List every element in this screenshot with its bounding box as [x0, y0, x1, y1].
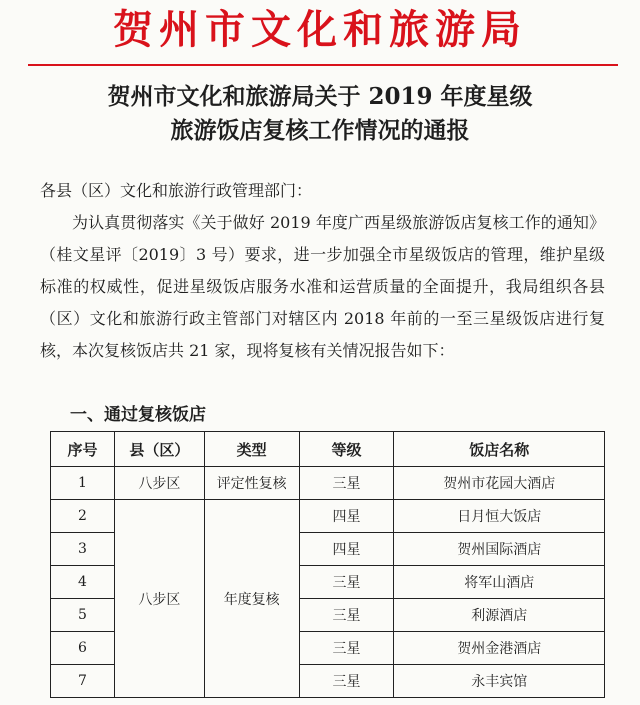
cell-no: 1 — [51, 467, 115, 500]
header-county: 县（区） — [114, 432, 204, 467]
cell-no: 7 — [51, 665, 115, 698]
cell-hotel-name: 贺州国际酒店 — [394, 533, 605, 566]
cell-no: 5 — [51, 599, 115, 632]
document-title-line-2: 旅游饭店复核工作情况的通报 — [170, 117, 470, 144]
cell-no: 3 — [51, 533, 115, 566]
masthead: 贺州市文化和旅游局 — [113, 7, 527, 53]
header-type: 类型 — [204, 432, 299, 467]
hotel-table — [50, 431, 605, 698]
cell-level: 四星 — [299, 500, 394, 533]
cell-level: 三星 — [299, 665, 394, 698]
document-title — [0, 80, 640, 148]
table-row — [51, 467, 605, 500]
cell-type: 评定性复核 — [204, 467, 299, 500]
cell-hotel-name: 贺州金港酒店 — [394, 632, 605, 665]
document-title-line-1: 贺州市文化和旅游局关于 2019 年度星级 — [107, 83, 533, 110]
cell-county-merged: 八步区 — [114, 500, 204, 698]
cell-level: 四星 — [299, 533, 394, 566]
cell-hotel-name: 永丰宾馆 — [394, 665, 605, 698]
cell-no: 4 — [51, 566, 115, 599]
cell-level: 三星 — [299, 467, 394, 500]
cell-level: 三星 — [299, 599, 394, 632]
red-divider-line — [28, 64, 618, 66]
cell-level: 三星 — [299, 632, 394, 665]
cell-hotel-name: 将军山酒店 — [394, 566, 605, 599]
table-header-row — [51, 432, 605, 467]
section-heading: 一、通过复核饭店 — [70, 405, 206, 425]
header-no: 序号 — [51, 432, 115, 467]
cell-type-merged: 年度复核 — [204, 500, 299, 698]
cell-no: 2 — [51, 500, 115, 533]
body-paragraph — [40, 207, 605, 367]
cell-level: 三星 — [299, 566, 394, 599]
cell-hotel-name: 日月恒大饭店 — [394, 500, 605, 533]
cell-county: 八步区 — [114, 467, 204, 500]
cell-hotel-name: 贺州市花园大酒店 — [394, 467, 605, 500]
salutation: 各县（区）文化和旅游行政管理部门： — [40, 181, 313, 200]
body-paragraph-text: 为认真贯彻落实《关于做好 2019 年度广西星级旅游饭店复核工作的通知》（桂文星评〔2019〕3 号）要求，进一步加强全市星级饭店的管理，维护星级标准的权威性，促进星级饭店服务水准和运营质量的全面提升，我局组织各县（区）文化和旅游行政主管部门对辖区内 2018 年前的一至三星级饭店进行复核，本次复核饭店共 21 家，现将复核有关情况报告如下： — [40, 213, 605, 360]
table-row — [51, 500, 605, 533]
cell-no: 6 — [51, 632, 115, 665]
cell-hotel-name: 利源酒店 — [394, 599, 605, 632]
header-level: 等级 — [299, 432, 394, 467]
header-hotel-name: 饭店名称 — [394, 432, 605, 467]
